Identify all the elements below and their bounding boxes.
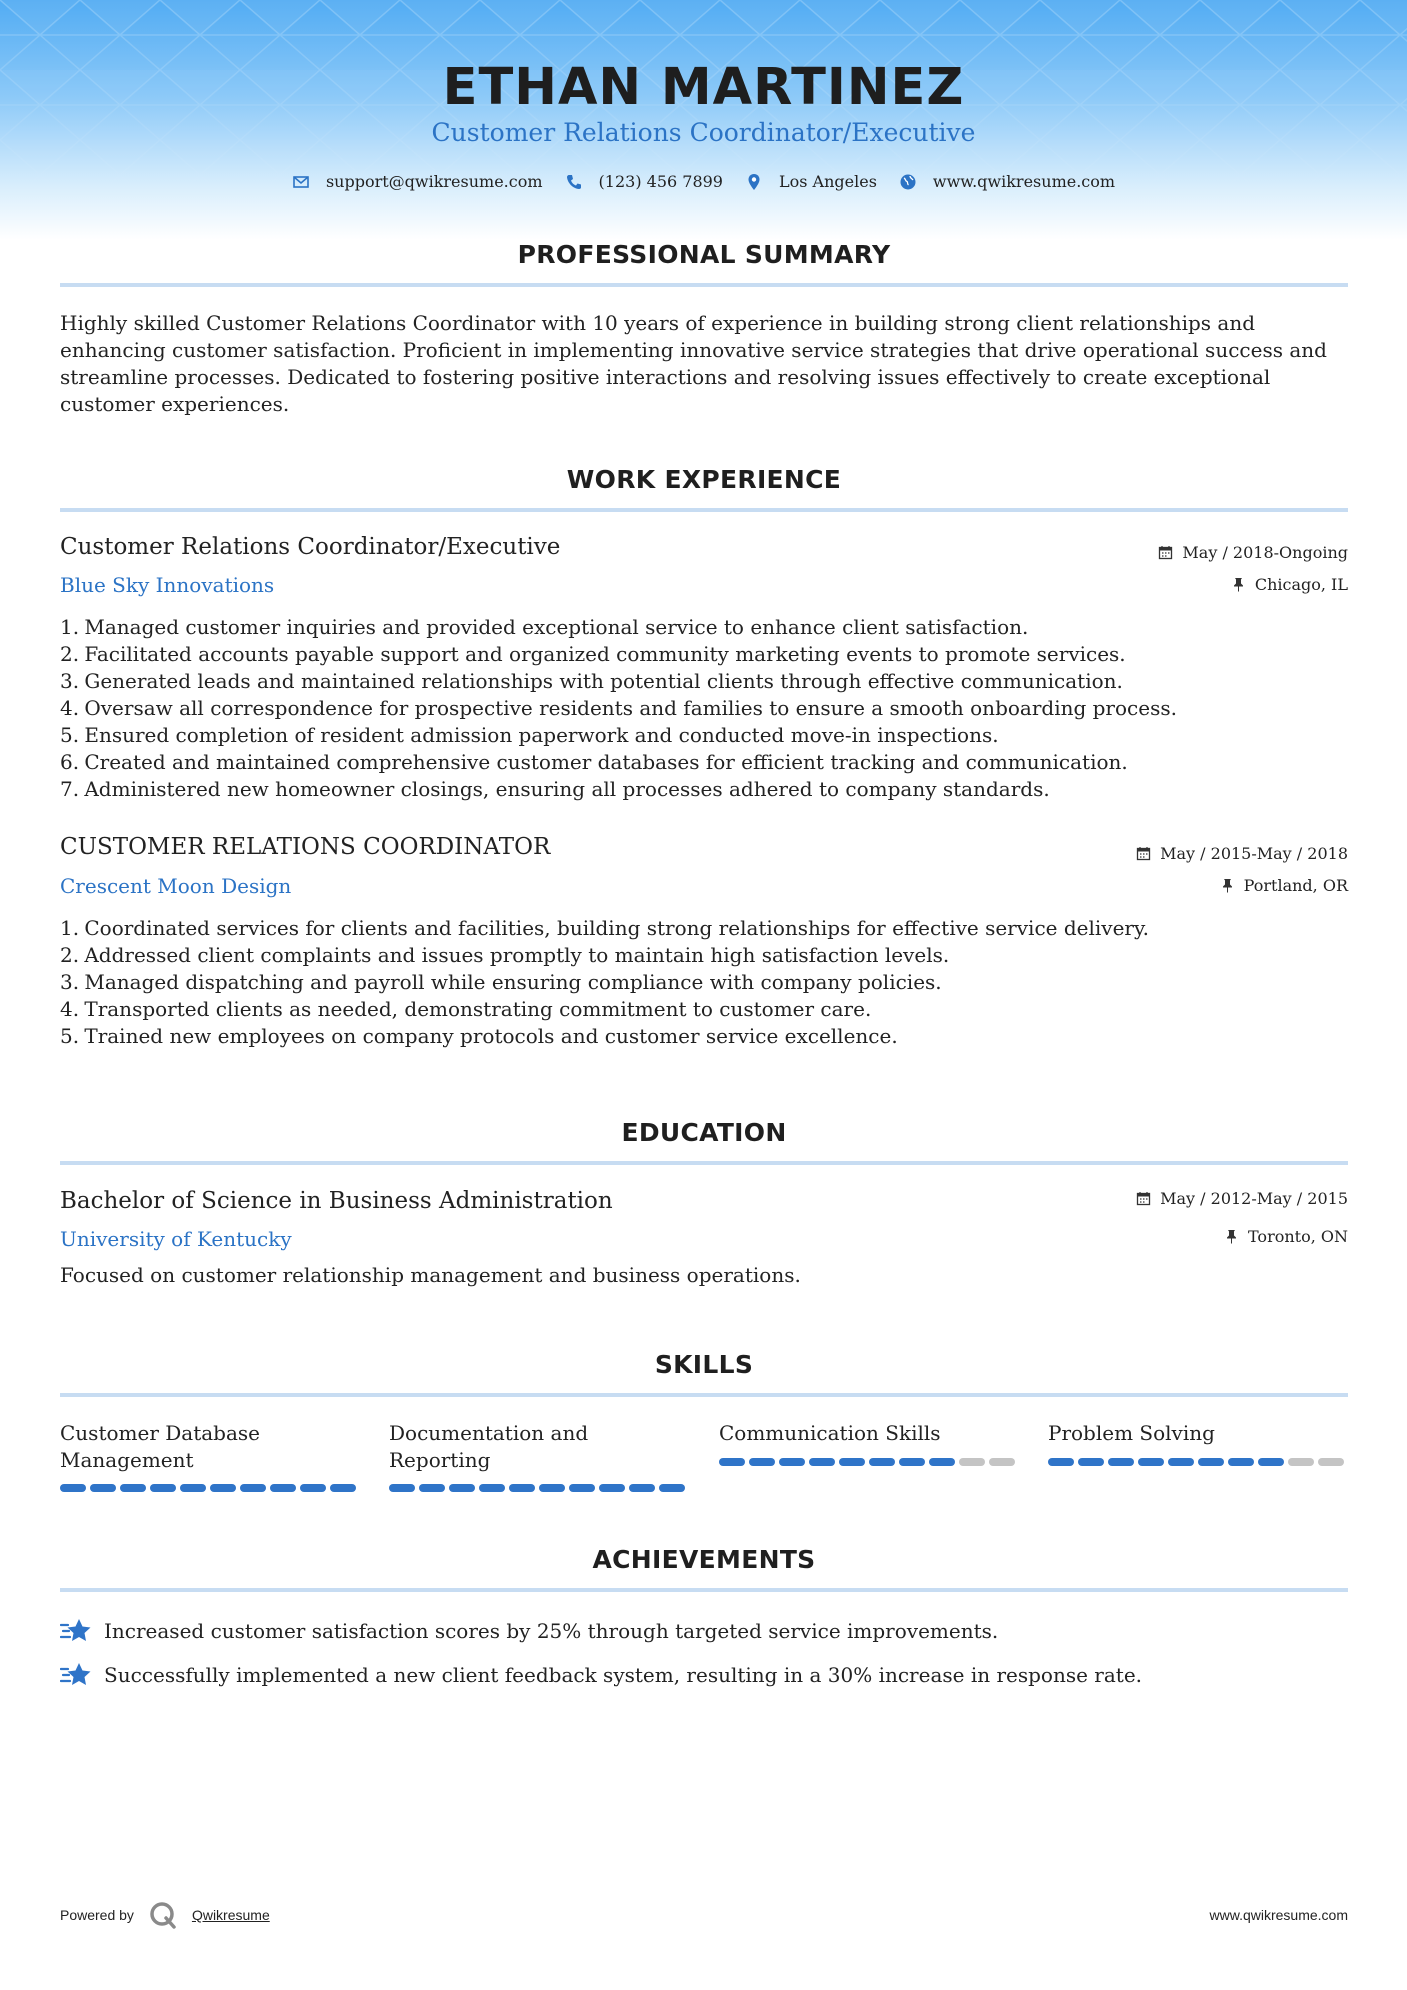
skill-item bbox=[1048, 1420, 1348, 1474]
contact-bar bbox=[0, 172, 1407, 191]
skill-dot-filled bbox=[389, 1484, 415, 1492]
achievement-item bbox=[60, 1660, 1142, 1690]
skill-item bbox=[60, 1420, 360, 1474]
skill-name: Problem Solving bbox=[1048, 1421, 1215, 1445]
achievement-text: Increased customer satisfaction scores by 25% through targeted service improvements. bbox=[104, 1619, 999, 1643]
achievement-text: Successfully implemented a new client feedback system, resulting in a 30% increase in response rate. bbox=[104, 1663, 1143, 1687]
dates-text: May / 2012-May / 2015 bbox=[1160, 1189, 1348, 1208]
skill-dot-filled bbox=[509, 1484, 535, 1492]
qwikresume-logo bbox=[148, 1900, 178, 1930]
globe-icon bbox=[899, 173, 917, 191]
skill-dot-filled bbox=[719, 1458, 745, 1466]
skill-dot-filled bbox=[150, 1484, 176, 1492]
list-item: 4. Oversaw all correspondence for prospective residents and families to ensure a smooth onboarding process. bbox=[60, 696, 1177, 720]
job-duties-list bbox=[60, 915, 1350, 1050]
skill-dot-filled bbox=[659, 1484, 685, 1492]
candidate-title: Customer Relations Coordinator/Executive bbox=[431, 118, 976, 147]
education-description: Focused on customer relationship management and business operations. bbox=[60, 1263, 801, 1287]
star-icon bbox=[60, 1660, 92, 1690]
skill-dot-filled bbox=[1048, 1458, 1074, 1466]
skill-dot-filled bbox=[899, 1458, 925, 1466]
skill-dot-filled bbox=[1258, 1458, 1284, 1466]
company-name: Blue Sky Innovations bbox=[60, 573, 275, 597]
contact-website[interactable] bbox=[899, 172, 1115, 191]
skill-dot-filled bbox=[749, 1458, 775, 1466]
school-name: University of Kentucky bbox=[60, 1227, 292, 1251]
skill-dot-filled bbox=[1228, 1458, 1254, 1466]
location-text: Toronto, ON bbox=[1248, 1227, 1348, 1246]
contact-phone[interactable] bbox=[565, 172, 723, 191]
skill-dot-filled bbox=[809, 1458, 835, 1466]
star-icon bbox=[60, 1616, 92, 1646]
envelope-icon bbox=[292, 173, 310, 191]
achievements-heading: ACHIEVEMENTS bbox=[592, 1545, 816, 1574]
skill-dot-empty bbox=[989, 1458, 1015, 1466]
skill-item bbox=[389, 1420, 689, 1474]
skill-item bbox=[719, 1420, 1019, 1474]
skill-dot-filled bbox=[599, 1484, 625, 1492]
skill-dot-empty bbox=[959, 1458, 985, 1466]
achievements-divider bbox=[60, 1588, 1348, 1592]
job-dates bbox=[1158, 543, 1348, 562]
calendar-icon bbox=[1136, 846, 1151, 861]
education-dates bbox=[1136, 1189, 1348, 1208]
skill-dot-filled bbox=[210, 1484, 236, 1492]
summary-heading: PROFESSIONAL SUMMARY bbox=[517, 240, 891, 269]
skill-dot-filled bbox=[300, 1484, 326, 1492]
skill-dot-filled bbox=[60, 1484, 86, 1492]
job-title: Customer Relations Coordinator/Executive bbox=[60, 534, 561, 560]
list-item: 3. Managed dispatching and payroll while ensuring compliance with company policies. bbox=[60, 970, 942, 994]
job-title: CUSTOMER RELATIONS COORDINATOR bbox=[60, 834, 551, 860]
skill-dot-filled bbox=[839, 1458, 865, 1466]
pin-icon bbox=[1231, 577, 1246, 592]
education-location bbox=[1224, 1227, 1348, 1246]
dates-text: May / 2018-Ongoing bbox=[1182, 543, 1348, 562]
skills-divider bbox=[60, 1393, 1348, 1397]
list-item: 4. Transported clients as needed, demonstrating commitment to customer care. bbox=[60, 997, 872, 1021]
skill-dot-filled bbox=[270, 1484, 296, 1492]
skills-heading: SKILLS bbox=[654, 1350, 754, 1379]
skill-dot-filled bbox=[120, 1484, 146, 1492]
list-item: 7. Administered new homeowner closings, ensuring all processes adhered to company standards. bbox=[60, 777, 1050, 801]
experience-divider bbox=[60, 508, 1348, 512]
email-text: support@qwikresume.com bbox=[325, 172, 543, 191]
powered-by-label: Powered by bbox=[60, 1907, 134, 1923]
location-text: Portland, OR bbox=[1243, 876, 1348, 895]
experience-heading: WORK EXPERIENCE bbox=[566, 465, 842, 494]
skill-level-bar bbox=[60, 1484, 360, 1492]
location-text: Los Angeles bbox=[778, 172, 877, 191]
list-item: 1. Coordinated services for clients and facilities, building strong relationships for effective service delivery. bbox=[60, 916, 1149, 940]
list-item: 1. Managed customer inquiries and provided exceptional service to enhance client satisfaction. bbox=[60, 615, 1029, 639]
list-item: 5. Ensured completion of resident admission paperwork and conducted move-in inspections. bbox=[60, 723, 999, 747]
job-location bbox=[1220, 876, 1348, 895]
list-item: 2. Facilitated accounts payable support and organized community marketing events to promote services. bbox=[60, 642, 1126, 666]
skill-dot-filled bbox=[180, 1484, 206, 1492]
skill-dot-empty bbox=[1288, 1458, 1314, 1466]
achievement-item bbox=[60, 1616, 998, 1646]
summary-text: Highly skilled Customer Relations Coordinator with 10 years of experience in building strong client relationships and enhancing customer satisfaction. Proficient in implementing innovative service strategies that drive operational success and streamline processes. Dedicated to fostering positive interactions and resolving issues effectively to create exceptional customer experiences. bbox=[60, 311, 1327, 416]
skill-dot-filled bbox=[1138, 1458, 1164, 1466]
skill-dot-filled bbox=[479, 1484, 505, 1492]
list-item: 6. Created and maintained comprehensive customer databases for efficient tracking and communication. bbox=[60, 750, 1128, 774]
degree-title: Bachelor of Science in Business Administration bbox=[60, 1188, 613, 1214]
skill-dot-filled bbox=[240, 1484, 266, 1492]
list-item: 2. Addressed client complaints and issues promptly to maintain high satisfaction levels. bbox=[60, 943, 950, 967]
skill-name: Customer Database Management bbox=[60, 1421, 260, 1472]
skill-dot-filled bbox=[1078, 1458, 1104, 1466]
phone-text: (123) 456 7899 bbox=[598, 172, 723, 191]
contact-location bbox=[745, 172, 877, 191]
skill-dot-filled bbox=[569, 1484, 595, 1492]
calendar-icon bbox=[1158, 545, 1173, 560]
footer-website-link[interactable]: www.qwikresume.com bbox=[1209, 1907, 1348, 1923]
website-text: www.qwikresume.com bbox=[932, 172, 1116, 191]
skill-dot-filled bbox=[90, 1484, 116, 1492]
location-text: Chicago, IL bbox=[1254, 575, 1348, 594]
skill-level-bar bbox=[1048, 1458, 1348, 1466]
education-divider bbox=[60, 1161, 1348, 1165]
skill-level-bar bbox=[719, 1458, 1019, 1466]
skill-dot-filled bbox=[1168, 1458, 1194, 1466]
skill-dot-filled bbox=[539, 1484, 565, 1492]
calendar-icon bbox=[1136, 1191, 1151, 1206]
pin-icon bbox=[1224, 1229, 1239, 1244]
skill-dot-filled bbox=[629, 1484, 655, 1492]
skills-grid bbox=[60, 1420, 1360, 1500]
company-name: Crescent Moon Design bbox=[60, 874, 292, 898]
skill-level-bar bbox=[389, 1484, 689, 1492]
job-dates bbox=[1136, 844, 1348, 863]
brand-link[interactable]: Qwikresume bbox=[191, 1907, 270, 1923]
contact-email[interactable] bbox=[292, 172, 543, 191]
list-item: 5. Trained new employees on company protocols and customer service excellence. bbox=[60, 1024, 898, 1048]
pin-icon bbox=[1220, 878, 1235, 893]
skill-dot-filled bbox=[779, 1458, 805, 1466]
skill-dot-filled bbox=[1108, 1458, 1134, 1466]
candidate-name: ETHAN MARTINEZ bbox=[442, 58, 965, 117]
skill-dot-filled bbox=[419, 1484, 445, 1492]
skill-dot-filled bbox=[449, 1484, 475, 1492]
list-item: 3. Generated leads and maintained relationships with potential clients through effective communication. bbox=[60, 669, 1123, 693]
map-marker-icon bbox=[745, 173, 763, 191]
skill-dot-filled bbox=[929, 1458, 955, 1466]
skill-dot-filled bbox=[1198, 1458, 1224, 1466]
dates-text: May / 2015-May / 2018 bbox=[1160, 844, 1348, 863]
footer-branding bbox=[60, 1900, 270, 1930]
summary-divider bbox=[60, 283, 1348, 287]
job-location bbox=[1231, 575, 1348, 594]
skill-dot-filled bbox=[330, 1484, 356, 1492]
phone-icon bbox=[565, 173, 583, 191]
job-duties-list bbox=[60, 614, 1350, 803]
skill-dot-filled bbox=[869, 1458, 895, 1466]
skill-dot-empty bbox=[1318, 1458, 1344, 1466]
skill-name: Communication Skills bbox=[719, 1421, 941, 1445]
education-heading: EDUCATION bbox=[621, 1118, 787, 1147]
skill-name: Documentation and Reporting bbox=[389, 1421, 589, 1472]
